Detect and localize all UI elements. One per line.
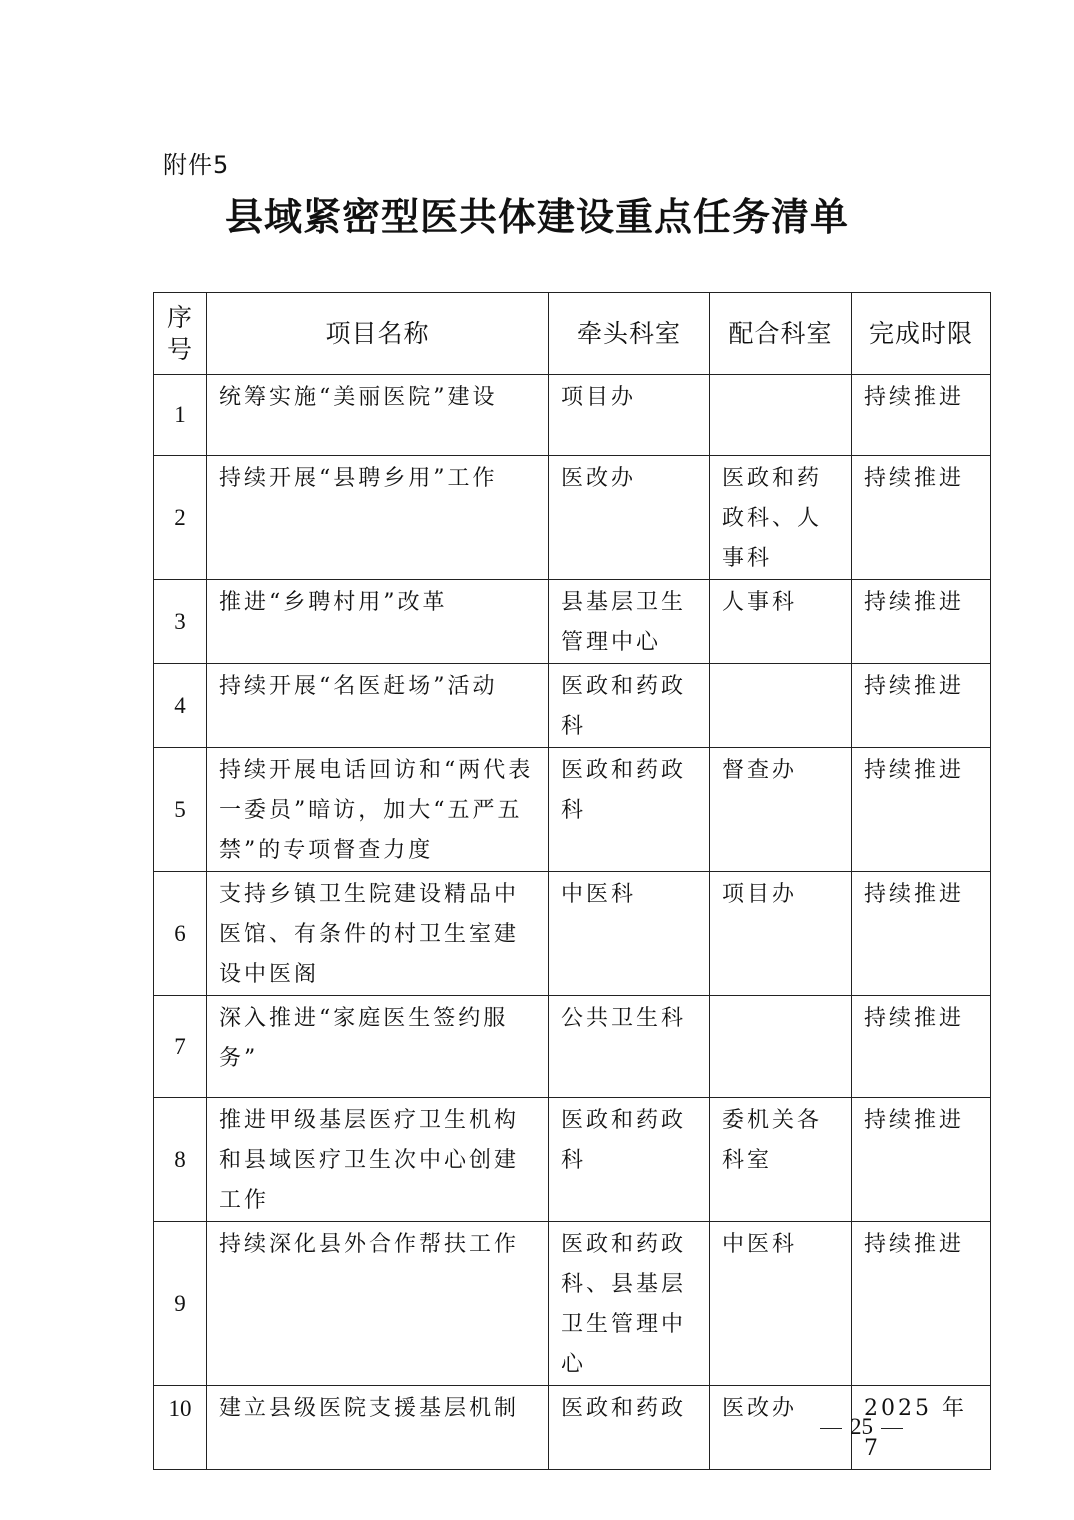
row-cooperating-department: 医政和药政科、人事科 <box>710 456 852 580</box>
row-deadline: 持续推进 <box>852 375 991 456</box>
row-lead-department: 医政和药政科 <box>549 748 710 872</box>
page-number-footer <box>812 1410 911 1444</box>
row-cooperating-department: 人事科 <box>710 580 852 664</box>
dash-left <box>820 1428 842 1429</box>
row-project-name: 持续开展“县聘乡用”工作 <box>207 456 549 580</box>
row-project-name: 统筹实施“美丽医院”建设 <box>207 375 549 456</box>
page-number: 25 <box>850 1414 873 1439</box>
row-number: 9 <box>154 1222 207 1386</box>
row-lead-department: 医改办 <box>549 456 710 580</box>
row-deadline: 持续推进 <box>852 748 991 872</box>
row-deadline: 持续推进 <box>852 664 991 748</box>
document-title: 县域紧密型医共体建设重点任务清单 <box>224 194 849 239</box>
row-deadline: 持续推进 <box>852 456 991 580</box>
header-cooperating-department: 配合科室 <box>710 293 852 375</box>
attachment-label: 附件5 <box>163 151 230 179</box>
table-row <box>154 996 991 1098</box>
header-project-name: 项目名称 <box>207 293 549 375</box>
row-number: 1 <box>154 375 207 456</box>
row-lead-department: 医政和药政 <box>549 1386 710 1470</box>
row-project-name: 支持乡镇卫生院建设精品中医馆、有条件的村卫生室建设中医阁 <box>207 872 549 996</box>
table-row <box>154 375 991 456</box>
row-number: 6 <box>154 872 207 996</box>
row-number: 5 <box>154 748 207 872</box>
row-cooperating-department: 委机关各科室 <box>710 1098 852 1222</box>
header-lead-department: 牵头科室 <box>549 293 710 375</box>
row-deadline: 持续推进 <box>852 872 991 996</box>
row-lead-department: 项目办 <box>549 375 710 456</box>
row-project-name: 推进“乡聘村用”改革 <box>207 580 549 664</box>
row-cooperating-department: 医改办 <box>710 1386 852 1470</box>
table-row <box>154 748 991 872</box>
row-cooperating-department: 督查办 <box>710 748 852 872</box>
row-project-name: 持续深化县外合作帮扶工作 <box>207 1222 549 1386</box>
row-project-name: 持续开展电话回访和“两代表一委员”暗访，加大“五严五禁”的专项督查力度 <box>207 748 549 872</box>
row-number: 3 <box>154 580 207 664</box>
row-deadline: 2025 年 7 <box>852 1386 991 1470</box>
row-lead-department: 医政和药政科 <box>549 1098 710 1222</box>
row-project-name: 建立县级医院支援基层机制 <box>207 1386 549 1470</box>
row-number: 8 <box>154 1098 207 1222</box>
row-lead-department: 公共卫生科 <box>549 996 710 1098</box>
row-cooperating-department: 中医科 <box>710 1222 852 1386</box>
row-deadline: 持续推进 <box>852 996 991 1098</box>
row-lead-department: 医政和药政科、县基层卫生管理中心 <box>549 1222 710 1386</box>
row-number: 7 <box>154 996 207 1098</box>
row-number: 10 <box>154 1386 207 1470</box>
table-row <box>154 664 991 748</box>
row-number: 2 <box>154 456 207 580</box>
row-cooperating-department: 项目办 <box>710 872 852 996</box>
row-cooperating-department <box>710 664 852 748</box>
table-row <box>154 1222 991 1386</box>
task-table <box>153 292 991 1470</box>
table-row <box>154 580 991 664</box>
header-serial-line2: 号 <box>166 334 193 364</box>
row-lead-department: 县基层卫生管理中心 <box>549 580 710 664</box>
row-number: 4 <box>154 664 207 748</box>
table-row <box>154 1098 991 1222</box>
row-project-name: 推进甲级基层医疗卫生机构和县域医疗卫生次中心创建工作 <box>207 1098 549 1222</box>
row-deadline: 持续推进 <box>852 1222 991 1386</box>
row-cooperating-department <box>710 375 852 456</box>
row-lead-department: 医政和药政科 <box>549 664 710 748</box>
table-row <box>154 872 991 996</box>
header-serial-number <box>154 293 207 375</box>
header-deadline: 完成时限 <box>852 293 991 375</box>
dash-right <box>881 1428 903 1429</box>
row-deadline: 持续推进 <box>852 580 991 664</box>
header-serial-line1: 序 <box>166 302 193 332</box>
table-header-row <box>154 293 991 375</box>
table-row <box>154 456 991 580</box>
row-cooperating-department <box>710 996 852 1098</box>
row-project-name: 持续开展“名医赶场”活动 <box>207 664 549 748</box>
row-deadline: 持续推进 <box>852 1098 991 1222</box>
row-lead-department: 中医科 <box>549 872 710 996</box>
row-project-name: 深入推进“家庭医生签约服务” <box>207 996 549 1098</box>
